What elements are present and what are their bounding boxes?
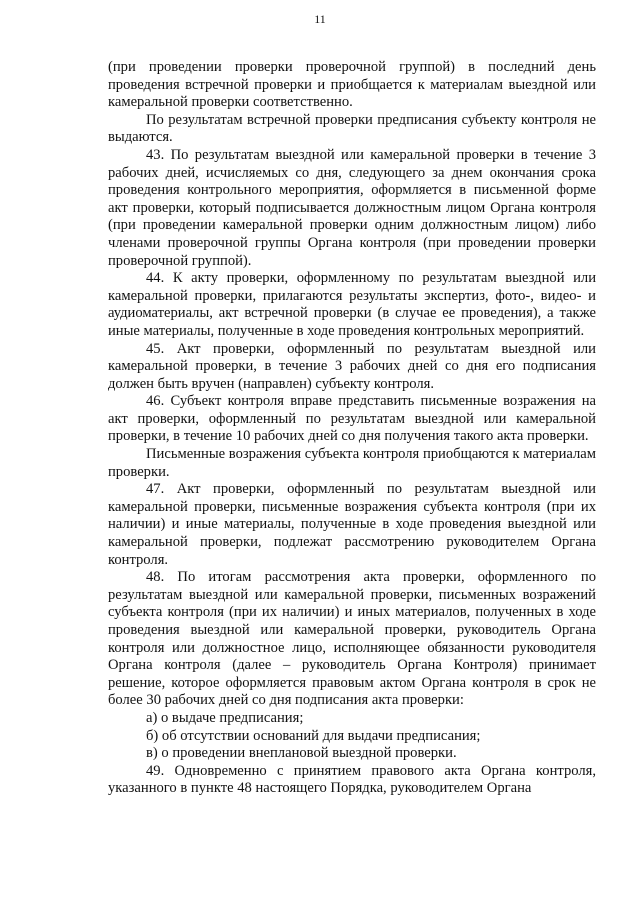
paragraph-counter-check-note: По результатам встречной проверки предписания субъекту контроля не выдаются. <box>108 111 596 146</box>
paragraph-47: 47. Акт проверки, оформленный по результатам выездной или камеральной проверки, письменные возражения субъекта контроля (при их наличии) и иные материалы, полученные в ходе проведения выездной или камеральной проверки, подлежат рассмотрению руководителем Органа контроля. <box>108 481 596 568</box>
paragraph-46-objections: Письменные возражения субъекта контроля приобщаются к материалам проверки. <box>108 446 596 480</box>
paragraph-48: 48. По итогам рассмотрения акта проверки, оформленного по результатам выездной или камеральной проверки, письменных возражений субъекта контроля (при их наличии) и иных материалов, полученных в ходе проведения выездной или камеральной проверки, руководитель Органа контроля или должностное лицо, исполняющее обязанности руководителя Органа контроля (далее – руководитель Органа Контроля) принимает решение, которое оформляется правовым актом Органа контроля в срок не более 30 рабочих дней со дня подписания акта проверки: <box>108 569 596 709</box>
paragraph-45: 45. Акт проверки, оформленный по результатам выездной или камеральной проверки, в течение 3 рабочих дней со дня его подписания должен быть вручен (направлен) субъекту контроля. <box>108 340 596 392</box>
document-body <box>108 59 596 798</box>
paragraph-46: 46. Субъект контроля вправе представить письменные возражения на акт проверки, оформленный по результатам выездной или камеральной проверки, в течение 10 рабочих дней со дня получения такого акта проверки. <box>108 393 596 445</box>
list-item-b: б) об отсутствии оснований для выдачи предписания; <box>146 727 481 744</box>
paragraph-44: 44. К акту проверки, оформленному по результатам выездной или камеральной проверки, прилагаются результаты экспертиз, фото-, видео- и аудиоматериалы, акт встречной проверки (в случае ее проведения), а также иные материалы, полученные в ходе проведения контрольных мероприятий. <box>108 270 596 339</box>
paragraph-49: 49. Одновременно с принятием правового акта Органа контроля, указанного в пункте 48 настоящего Порядка, руководителем Органа <box>108 762 596 797</box>
list-item-v: в) о проведении внеплановой выездной проверки. <box>146 745 457 762</box>
list-item-a: а) о выдаче предписания; <box>146 709 304 726</box>
page-number: 11 <box>314 12 326 26</box>
paragraph-continuation: (при проведении проверки проверочной группой) в последний день проведения встречной проверки и приобщается к материалам выездной или камеральной проверки соответственно. <box>108 59 596 111</box>
paragraph-43: 43. По результатам выездной или камеральной проверки в течение 3 рабочих дней, исчисляемых со дня, следующего за днем окончания срока проведения контрольного мероприятия, оформляется в письменной форме акт проверки, который подписывается должностным лицом Органа контроля (при проведении камеральной проверки одним должностным лицом) либо членами проверочной группы Органа контроля (при проведении проверки проверочной группой). <box>108 146 596 269</box>
